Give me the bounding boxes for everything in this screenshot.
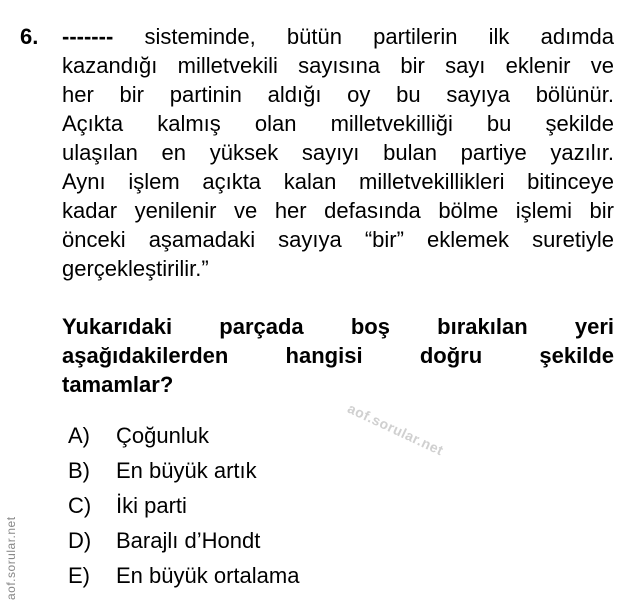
option-d-text: Barajlı d’Hondt [116,528,261,553]
stem-line-1-text: sisteminde, bütün partilerin ilk adımda [113,24,614,49]
option-e-letter: E) [68,563,90,588]
stem-line-5: ulaşılan en yüksek sayıyı bulan partiye yazılır. [62,140,614,165]
diagonal-watermark: aof.sorular.net [345,400,447,459]
stem-line-4: Açıkta kalmış olan milletvekilliği bu şekilde [62,111,614,136]
blank-placeholder: ------- [62,24,114,49]
option-c-letter: C) [68,493,92,518]
option-a-text: Çoğunluk [116,423,209,448]
stem-line-7: kadar yenilenir ve her defasında bölme işlemi bir [62,198,614,223]
option-b[interactable] [68,453,568,488]
prompt-line-3: tamamlar? [62,372,174,397]
option-c-text: İki parti [116,493,187,518]
stem-line-2: kazandığı milletvekili sayısına bir sayı eklenir ve [62,53,614,78]
option-d-letter: D) [68,528,92,553]
question-prompt [62,312,614,399]
stem-line-9: gerçekleştirilir.” [62,256,209,281]
prompt-line-1: Yukarıdaki parçada boş bırakılan yeri [62,314,614,339]
question-stem [62,22,614,283]
option-b-letter: B) [68,458,90,483]
option-e[interactable] [68,558,568,593]
option-a-letter: A) [68,423,90,448]
option-e-text: En büyük ortalama [116,563,300,588]
side-watermark: aof.sorular.net [4,516,18,600]
prompt-line-2: aşağıdakilerden hangisi doğru şekilde [62,343,614,368]
stem-line-3: her bir partinin aldığı oy bu sayıya bölünür. [62,82,614,107]
option-b-text: En büyük artık [116,458,257,483]
answer-options [68,418,568,593]
question-number: 6. [20,24,39,49]
stem-line-6: Aynı işlem açıkta kalan milletvekillikleri bitinceye [62,169,614,194]
stem-line-8: önceki aşamadaki sayıya “bir” eklemek suretiyle [62,227,614,252]
option-d[interactable] [68,523,568,558]
stem-line-1 [62,22,614,51]
option-c[interactable] [68,488,568,523]
option-a[interactable] [68,418,568,453]
